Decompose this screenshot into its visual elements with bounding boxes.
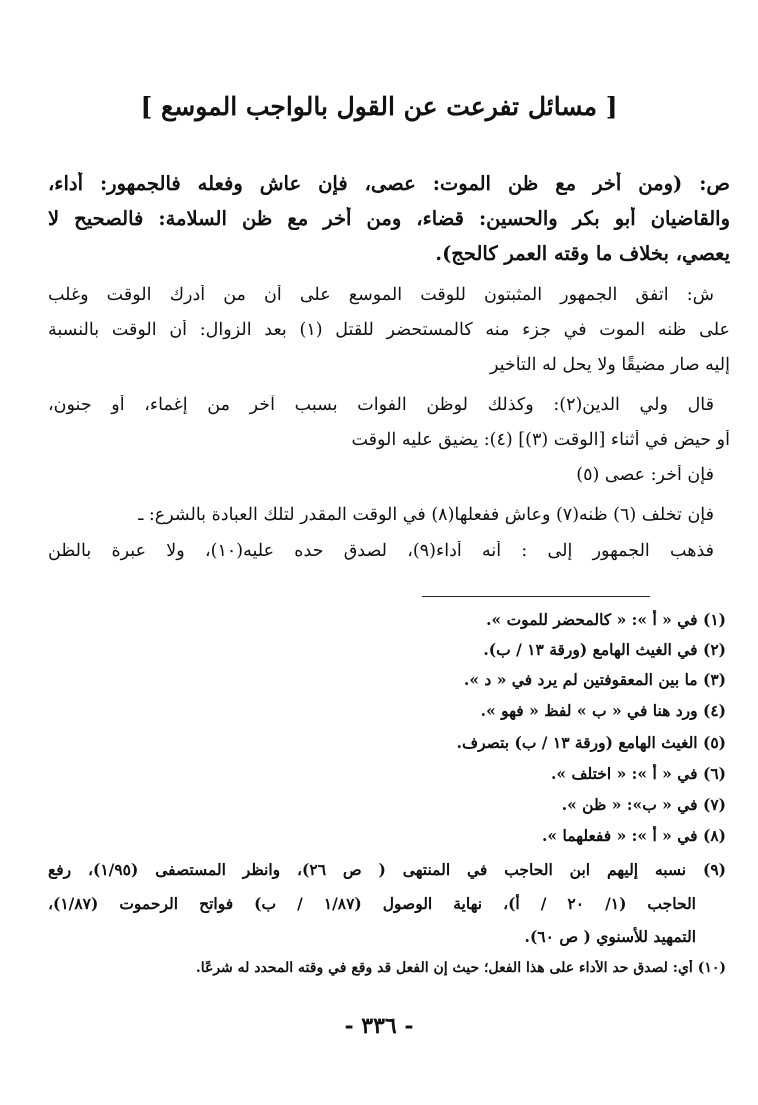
footnote: (٨) في « أ »: « ففعلهما ».: [542, 826, 726, 845]
footnote: (٩) نسبه إليهم ابن الحاجب في المنتهى ( ص ٢٦)، وانظر المستصفى (١/٩٥)، رفع: [48, 860, 726, 879]
matn-line: يعصي، بخلاف ما وقته العمر كالحج).: [435, 242, 730, 265]
sharh-line: على ظنه الموت في جزء منه كالمستحضر للقتل (١) بعد الزوال: أن الوقت بالنسبة: [48, 320, 730, 340]
footnote: (٥) الغيث الهامع (ورقة ١٣ / ب) بتصرف.: [456, 733, 726, 752]
footnote: (٦) في « أ »: « اختلف ».: [550, 764, 726, 783]
footnote: (٧) في « ب»: « ظن ».: [561, 795, 726, 814]
matn-line: ص: (ومن أخر مع ظن الموت: عصى، فإن عاش وفعله فالجمهور: أداء،: [48, 172, 730, 195]
footnote-continuation: التمهيد للأسنوي ( ص ٦٠).: [524, 927, 696, 946]
footnote: (٤) ورد هنا في « ب » لفظ « فهو ».: [480, 701, 726, 720]
footnote: (١٠) أي: لصدق حد الأداء على هذا الفعل؛ حيث إن الفعل قد وقع في وقته المحدد له شرعًا.: [195, 960, 726, 976]
footnote-separator: [422, 596, 650, 597]
sharh-line: إليه صار مضيقًا ولا يحل له التأخير: [489, 355, 730, 375]
footnote: (٣) ما بين المعقوفتين لم يرد في « د ».: [463, 670, 726, 689]
footnote-continuation: الحاجب (١/ ٢٠ / أ)، نهاية الوصول (١/٨٧ / ب) فواتح الرحموت (١/٨٧)،: [48, 894, 696, 913]
sharh-line: فإن تخلف (٦) ظنه(٧) وعاش ففعلها(٨) في الوقت المقدر لتلك العبادة بالشرع: ـ: [138, 505, 714, 525]
sharh-line: فذهب الجمهور إلى : أنه أداء(٩)، لصدق حده عليه(١٠)، ولا عبرة بالظن: [48, 541, 714, 561]
sharh-line: قال ولي الدين(٢): وكذلك لوظن الفوات بسبب آخر من إغماء، أو جنون،: [48, 395, 714, 415]
section-heading: [ مسائل تفرعت عن القول بالواجب الموسع ]: [140, 92, 618, 121]
sharh-line: فإن أخر: عصى (٥): [576, 465, 714, 485]
footnote: (٢) في الغيث الهامع (ورقة ١٣ / ب).: [483, 640, 726, 659]
sharh-line: أو حيض في أثناء [الوقت (٣)] (٤): يضيق عليه الوقت: [351, 430, 730, 450]
matn-line: والقاضيان أبو بكر والحسين: قضاء، ومن أخر مع ظن السلامة: فالصحيح لا: [48, 207, 730, 230]
page-number: - ٣٣٦ -: [344, 1013, 414, 1039]
footnote: (١) في « أ »: « كالمحضر للموت ».: [486, 610, 726, 629]
sharh-line: ش: اتفق الجمهور المثبتون للوقت الموسع على أن من أدرك الوقت وغلب: [48, 285, 714, 305]
